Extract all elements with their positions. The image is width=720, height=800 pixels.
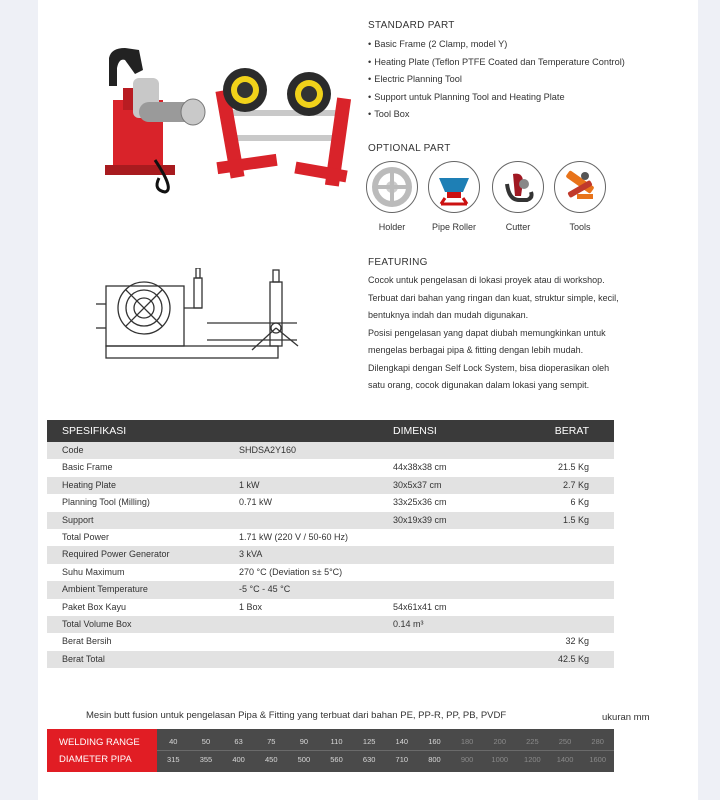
spec-name-cell: Total Volume Box	[62, 618, 132, 629]
range-labels	[47, 729, 157, 772]
list-item: • Support untuk Planning Tool and Heating Plate	[368, 89, 668, 107]
spec-name-cell: Planning Tool (Milling)	[62, 497, 150, 508]
spec-dimension-cell: 54x61x41 cm	[393, 601, 447, 612]
feature-line: Cocok untuk pengelasan di lokasi proyek atau di workshop.	[368, 275, 605, 285]
machine-technical-drawing	[92, 268, 312, 373]
feature-line: bentuknya indah dan mudah digunakan.	[368, 310, 529, 320]
table-row	[47, 477, 614, 494]
diameter-pipa-value: 630	[362, 755, 376, 764]
range-values	[157, 729, 614, 772]
welding-range-value: 110	[330, 737, 343, 746]
welding-range-value: 225	[526, 737, 539, 746]
pipe-roller-image	[428, 161, 480, 213]
spec-table-body	[47, 442, 614, 668]
standard-part-list	[368, 36, 668, 124]
spec-name-cell: Code	[62, 445, 84, 455]
optional-item-pipe-roller	[425, 161, 483, 232]
spec-name-cell: Paket Box Kayu	[62, 601, 127, 612]
spec-dimension-cell: 30x19x39 cm	[393, 514, 447, 525]
list-item: • Electric Planning Tool	[368, 71, 668, 89]
spec-table-header	[47, 420, 614, 442]
feature-line: Dilengkapi dengan Self Lock System, bisa dioperasikan oleh	[368, 362, 610, 373]
optional-item-tools	[551, 161, 609, 232]
diameter-pipa-value: 560	[330, 755, 343, 764]
spec-name-cell: Heating Plate	[62, 479, 117, 490]
optional-item-cutter	[489, 161, 547, 232]
spec-name-cell: Basic Frame	[62, 462, 113, 473]
table-row	[47, 599, 614, 616]
list-item: • Tool Box	[368, 106, 668, 124]
welding-range-value: 180	[460, 737, 474, 746]
featuring-title: FEATURING	[368, 257, 428, 268]
welding-range-value: 250	[558, 737, 572, 746]
cutter-image	[492, 161, 544, 213]
diameter-pipa-value: 1400	[556, 755, 574, 764]
spec-value-cell: 1 Box	[239, 601, 263, 612]
table-row	[47, 529, 614, 546]
welding-range-value: 75	[267, 737, 276, 746]
welding-range-bar	[47, 729, 614, 772]
spec-value-cell: 1.71 kW (220 V / 50-60 Hz)	[239, 531, 349, 542]
spec-name-cell: Berat Bersih	[62, 636, 112, 647]
diameter-pipa-value: 710	[395, 755, 409, 764]
table-row	[47, 651, 614, 668]
feature-line: mengelas berbagai pipa & fitting dengan lebih mudah.	[368, 345, 584, 355]
table-row	[47, 564, 614, 581]
table-row	[47, 581, 614, 598]
table-row	[47, 616, 614, 633]
spec-weight-cell: 32 Kg	[565, 636, 589, 647]
unit-note: ukuran mm	[602, 712, 650, 723]
spec-name-cell: Berat Total	[62, 653, 105, 664]
spec-dimension-cell: 33x25x36 cm	[393, 497, 447, 508]
machine-product-photo	[95, 40, 353, 205]
welding-range-value: 160	[428, 737, 441, 746]
optional-item-holder	[363, 161, 421, 232]
diameter-pipa-value: 800	[428, 755, 441, 764]
spec-dimension-cell: 44x38x38 cm	[393, 462, 447, 473]
spec-weight-cell: 21.5 Kg	[557, 462, 589, 473]
welding-range-value: 140	[395, 737, 409, 746]
diameter-pipa-value: 900	[460, 755, 474, 764]
spec-dimension-cell: 30x5x37 cm	[393, 479, 442, 490]
welding-range-value: 40	[169, 737, 178, 746]
welding-range-value: 280	[591, 737, 604, 746]
standard-part-title: STANDARD PART	[368, 20, 455, 31]
optional-item-label: Tools	[569, 222, 591, 232]
optional-item-label: Pipe Roller	[431, 222, 477, 232]
spec-name-cell: Suhu Maximum	[62, 566, 125, 577]
diameter-pipa-label: DIAMETER PIPA	[59, 754, 132, 765]
holder-image	[366, 161, 418, 213]
spec-value-cell: 0.71 kW	[239, 497, 273, 508]
welding-range-value: 50	[201, 737, 211, 746]
spec-weight-cell: 42.5 Kg	[557, 653, 589, 664]
featuring-text	[368, 272, 668, 395]
list-item: • Heating Plate (Teflon PTFE Coated dan Temperature Control)	[368, 54, 668, 72]
diameter-pipa-value: 400	[232, 755, 245, 764]
spec-name-cell: Support	[62, 514, 94, 525]
diameter-pipa-value: 450	[264, 755, 278, 764]
welding-range-label: WELDING RANGE	[59, 737, 140, 748]
range-divider	[157, 750, 614, 751]
diameter-pipa-value: 1600	[589, 755, 607, 764]
spec-name-cell: Total Power	[62, 531, 110, 542]
tools-image	[554, 161, 606, 213]
spec-weight-cell: 6 Kg	[570, 497, 589, 508]
header-berat: BERAT	[554, 425, 589, 437]
table-row	[47, 633, 614, 650]
table-row	[47, 459, 614, 476]
header-spesifikasi: SPESIFIKASI	[62, 425, 127, 437]
spec-table	[47, 420, 614, 668]
header-dimensi: DIMENSI	[393, 425, 437, 437]
spec-name-cell: Ambient Temperature	[62, 584, 148, 595]
table-row	[47, 494, 614, 511]
feature-line: Posisi pengelasan yang dapat diubah memungkinkan untuk	[368, 327, 606, 338]
table-row	[47, 546, 614, 563]
diameter-pipa-value: 1000	[491, 755, 509, 764]
spec-dimension-cell: 0.14 m³	[393, 618, 424, 629]
welding-range-value: 125	[362, 737, 376, 746]
welding-range-value: 200	[493, 737, 506, 746]
spec-value-cell: 3 kVA	[239, 549, 263, 560]
diameter-pipa-value: 500	[297, 755, 311, 764]
diameter-pipa-value: 1200	[524, 755, 541, 764]
material-note: Mesin butt fusion untuk pengelasan Pipa & Fitting yang terbuat dari bahan PE, PP-R, PP, PB, PVDF	[86, 710, 507, 721]
optional-item-label: Holder	[378, 222, 406, 232]
feature-line: Terbuat dari bahan yang ringan dan kuat, struktur simple, kecil,	[368, 292, 619, 303]
list-item: • Basic Frame (2 Clamp, model Y)	[368, 36, 668, 54]
spec-value-cell: 1 kW	[239, 479, 260, 490]
optional-part-title: OPTIONAL PART	[368, 143, 451, 154]
spec-value-cell: 270 °C (Deviation s± 5°C)	[239, 566, 343, 577]
feature-line: satu orang, cocok digunakan dalam lokasi yang sempit.	[368, 380, 590, 390]
welding-range-value: 63	[234, 737, 243, 746]
spec-weight-cell: 2.7 Kg	[562, 479, 589, 490]
table-row	[47, 512, 614, 529]
spec-weight-cell: 1.5 Kg	[562, 514, 589, 525]
welding-range-value: 90	[299, 737, 309, 746]
spec-name-cell: Required Power Generator	[62, 549, 170, 560]
diameter-pipa-value: 315	[167, 755, 180, 764]
spec-value-cell: SHDSA2Y160	[239, 445, 297, 455]
diameter-pipa-value: 355	[199, 755, 213, 764]
optional-item-label: Cutter	[505, 222, 531, 232]
table-row	[47, 442, 614, 459]
spec-value-cell: -5 °C - 45 °C	[239, 584, 291, 595]
